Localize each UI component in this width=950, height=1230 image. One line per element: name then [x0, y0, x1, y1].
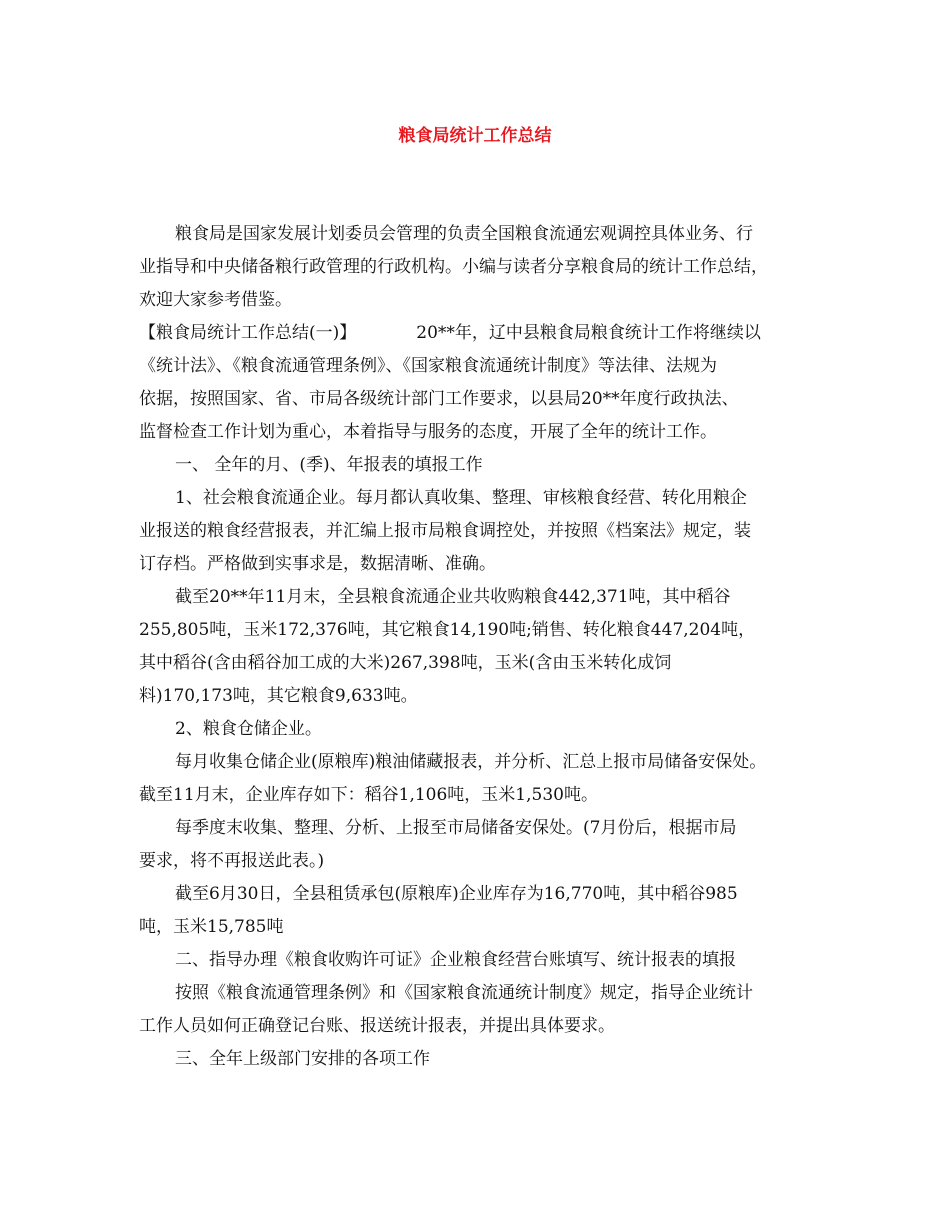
- paragraph-line: 每季度末收集、整理、分析、上报至市局储备安保处。(7月份后，根据市局: [175, 818, 737, 838]
- paragraph-line: 业指导和中央储备粮行政管理的行政机构。小编与读者分享粮食局的统计工作总结，: [139, 257, 768, 277]
- section-heading: 一、 全年的月、(季)、年报表的填报工作: [175, 455, 483, 475]
- paragraph-line: 按照《粮食流通管理条例》和《国家粮食流通统计制度》规定，指导企业统计: [175, 983, 753, 1003]
- paragraph-line: 截至11月末，企业库存如下：稻谷1,106吨，玉米1,530吨。: [139, 785, 598, 805]
- paragraph-text: 20**年，辽中县粮食局粮食统计工作将继续以: [416, 323, 761, 343]
- section-heading: 【粮食局统计工作总结(一)】: [139, 323, 357, 343]
- paragraph-line: 工作人员如何正确登记台账、报送统计报表，并提出具体要求。: [139, 1016, 615, 1036]
- paragraph-line: 255,805吨，玉米172,376吨，其它粮食14,190吨;销售、转化粮食447,204吨，: [139, 620, 756, 640]
- paragraph-line: 料)170,173吨，其它粮食9,633吨。: [139, 686, 418, 706]
- section-heading-line: [139, 317, 815, 350]
- section-heading: 二、指导办理《粮食收购许可证》企业粮食经营台账填写、统计报表的填报: [175, 950, 736, 970]
- paragraph-line: 其中稻谷(含由稻谷加工成的大米)267,398吨，玉米(含由玉米转化成饲: [139, 653, 672, 673]
- paragraph-line: 订存档。严格做到实事求是，数据清晰、准确。: [139, 554, 496, 574]
- paragraph-line: 2、粮食仓储企业。: [175, 719, 322, 739]
- paragraph-line: 吨，玉米15,785吨: [139, 917, 284, 937]
- paragraph-line: 每月收集仓储企业(原粮库)粮油储藏报表，并分析、汇总上报市局储备安保处。: [175, 752, 767, 772]
- paragraph-line: 截至6月30日，全县租赁承包(原粮库)企业库存为16,770吨，其中稻谷985: [175, 884, 738, 904]
- paragraph-line: 监督检查工作计划为重心，本着指导与服务的态度，开展了全年的统计工作。: [139, 422, 717, 442]
- paragraph-line: 依据，按照国家、省、市局各级统计部门工作要求，以县局20**年度行政执法、: [139, 389, 739, 409]
- paragraph-line: 1、社会粮食流通企业。每月都认真收集、整理、审核粮食经营、转化用粮企: [175, 488, 747, 508]
- paragraph-line: 截至20**年11月末，全县粮食流通企业共收购粮食442,371吨，其中稻谷: [175, 587, 731, 607]
- paragraph-line: 欢迎大家参考借鉴。: [139, 290, 292, 310]
- paragraph-line: 业报送的粮食经营报表，并汇编上报市局粮食调控处，并按照《档案法》规定，装: [139, 521, 751, 541]
- paragraph-line: 《统计法》、《粮食流通管理条例》、《国家粮食流通统计制度》等法律、法规为: [139, 356, 717, 376]
- paragraph-line: 要求，将不再报送此表。): [139, 851, 325, 871]
- document-body: [139, 218, 815, 1076]
- section-heading: 三、全年上级部门安排的各项工作: [175, 1049, 430, 1069]
- paragraph-line: 粮食局是国家发展计划委员会管理的负责全国粮食流通宏观调控具体业务、行: [175, 224, 753, 244]
- document-title: 粮食局统计工作总结: [398, 126, 552, 146]
